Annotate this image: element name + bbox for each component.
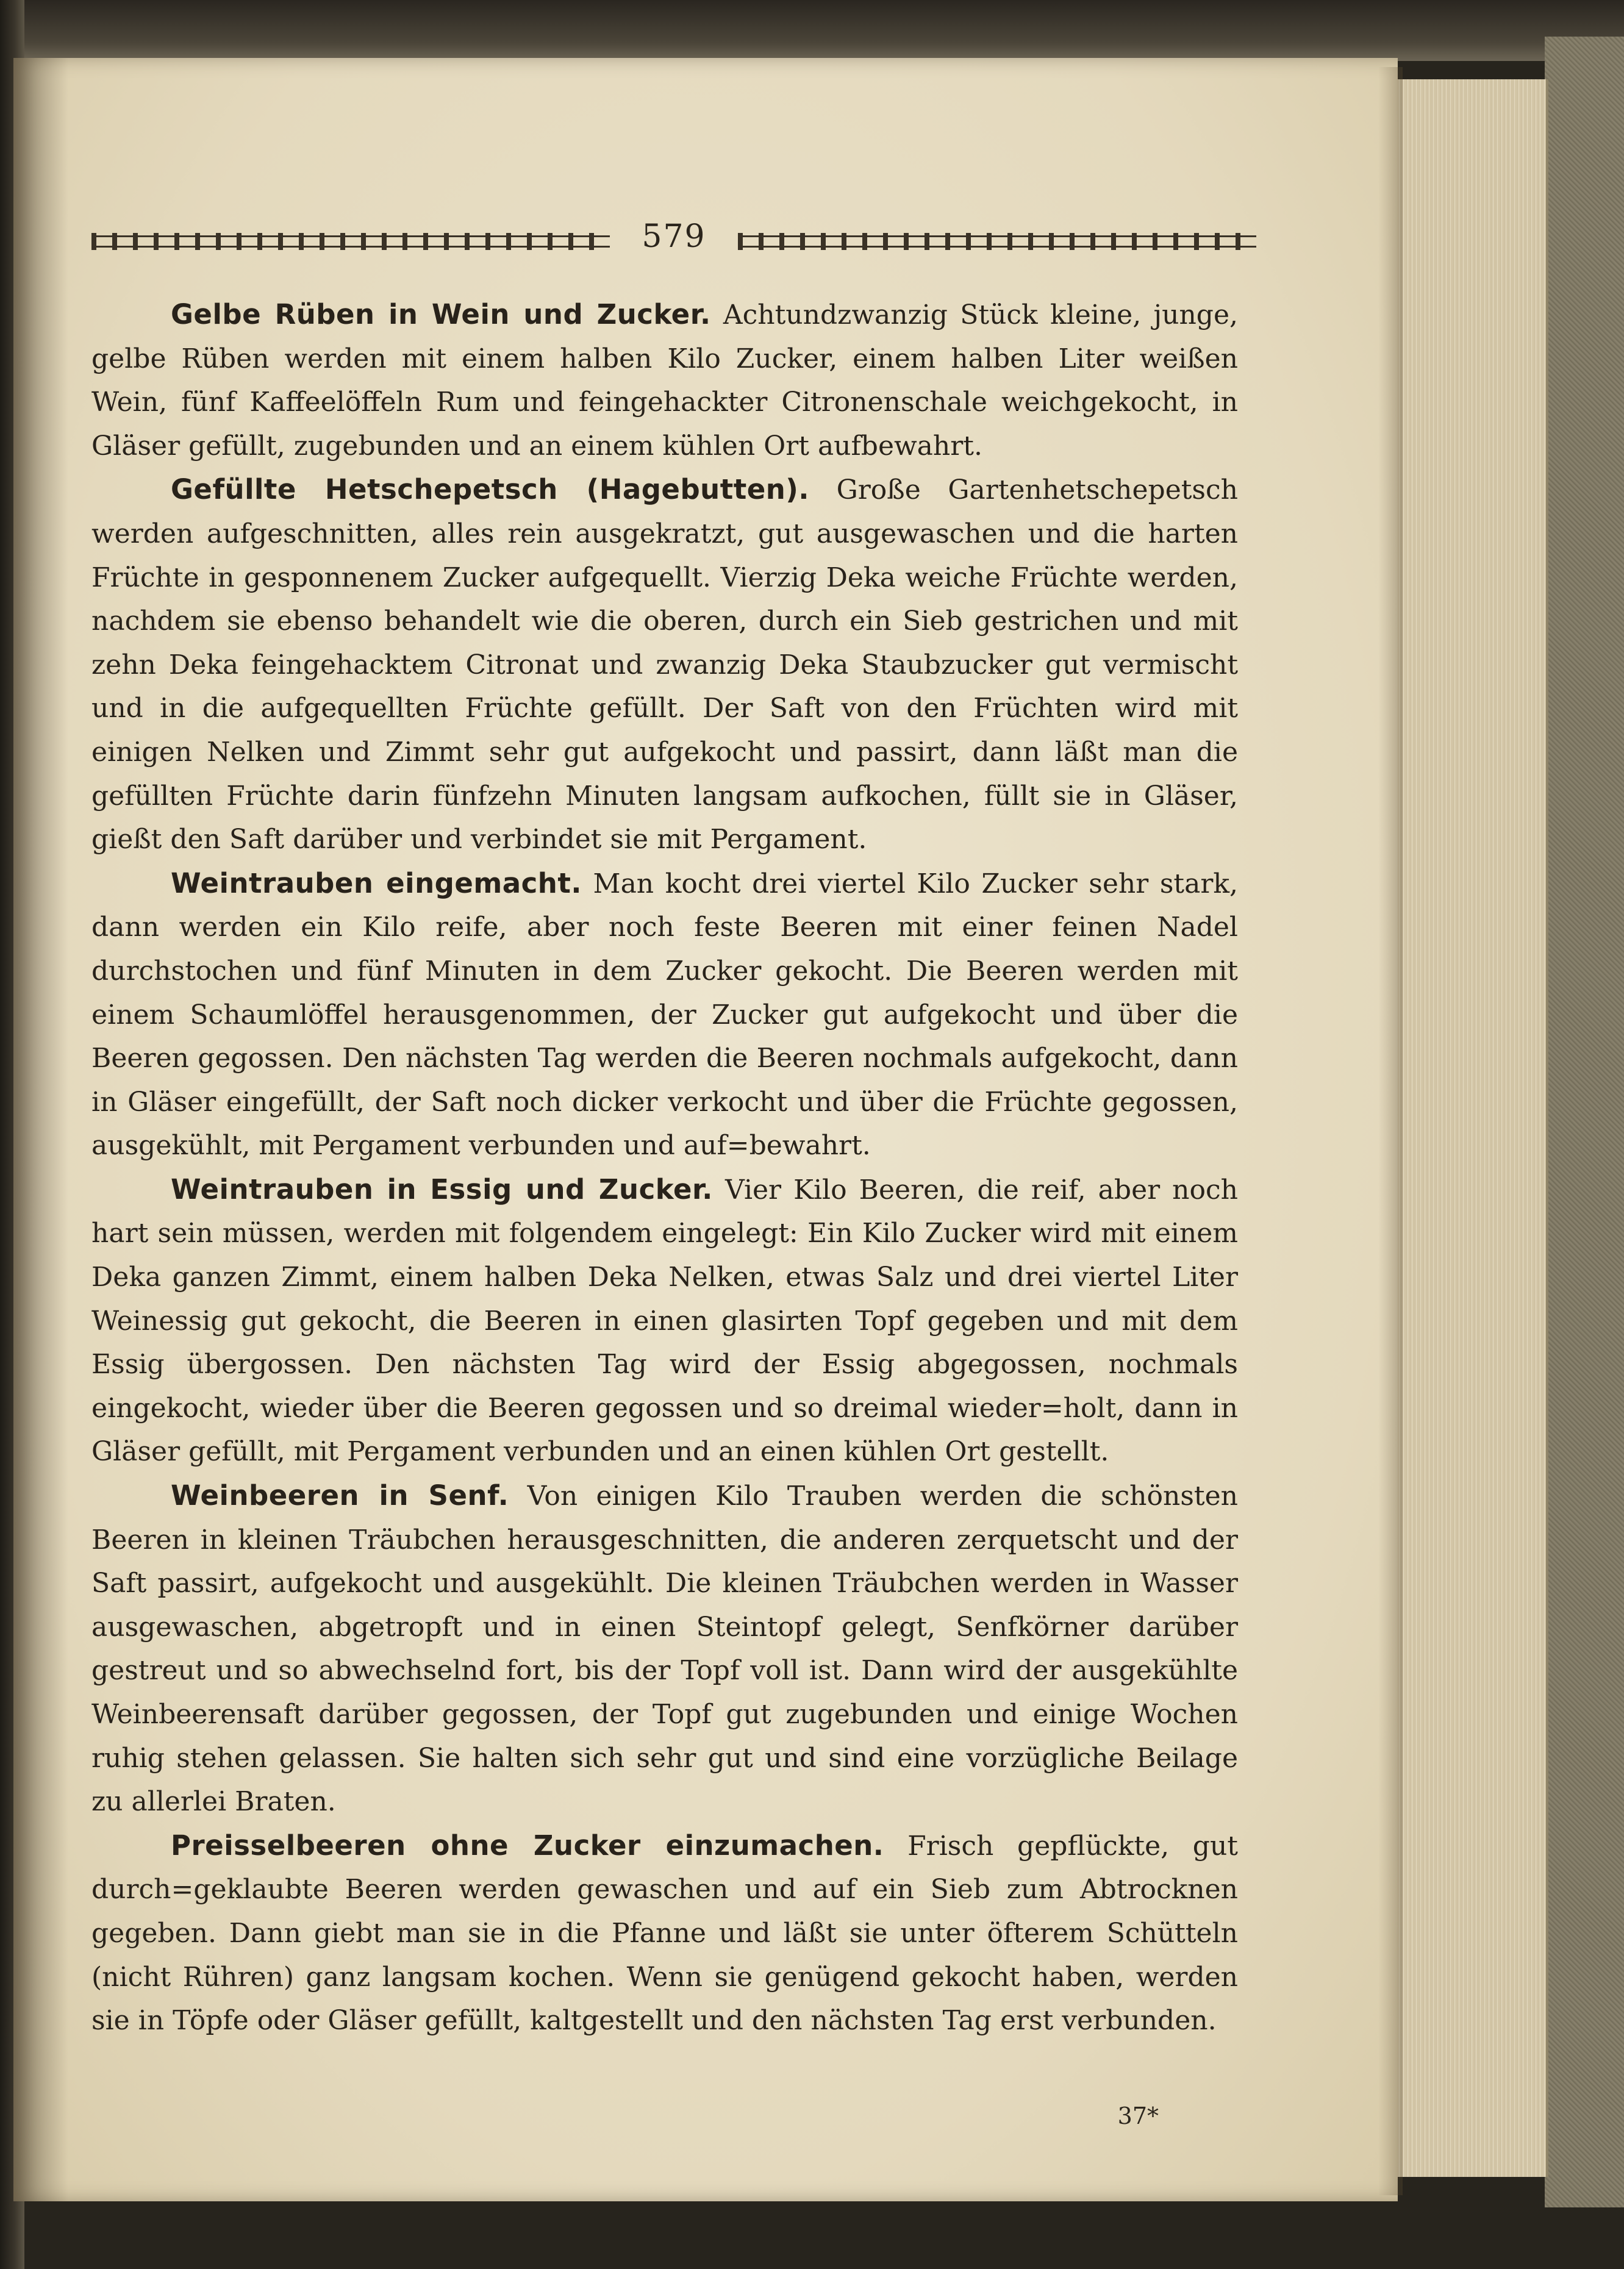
recipe-title: Weinbeeren in Senf. <box>171 1479 509 1512</box>
recipe-paragraph <box>91 293 1238 468</box>
page-stack-edges <box>1397 79 1548 2177</box>
recipe-body: Achtundzwanzig Stück kleine, junge, gelbe Rüben werden mit einem halben Kilo Zucker, einem halben Liter weißen Wein, fünf Kaffeelöffeln Rum und feingehackter Citronenschale weichgekocht, in Gläser gefüllt, zugebunden und an einem kühlen Ort aufbewahrt. <box>91 299 1238 462</box>
recipe-body: Man kocht drei viertel Kilo Zucker sehr stark, dann werden ein Kilo reife, aber noch feste Beeren mit einer feinen Nadel durchstochen und fünf Minuten in dem Zucker gekocht. Die Beeren werden mit einem Schaumlöffel herausgenommen, der Zucker gut aufgekocht und über die Beeren gegossen. Den nächsten Tag werden die Beeren nochmals aufgekocht, dann in Gläser eingefüllt, der Saft noch dicker verkocht und über die Früchte gegossen, ausgekühlt, mit Pergament verbunden und auf=bewahrt. <box>91 868 1239 1162</box>
book-cover-right <box>1545 37 1624 2207</box>
recipe-paragraph <box>91 862 1238 1168</box>
page-gutter-shadow <box>13 58 68 2201</box>
recipe-title: Preisselbeeren ohne Zucker einzumachen. <box>171 1829 884 1862</box>
running-header <box>91 218 1256 261</box>
signature-mark: 37* <box>1117 2103 1159 2129</box>
recipe-body: Von einigen Kilo Trauben werden die schönsten Beeren in kleinen Träubchen herausgeschnitten, die anderen zerquetscht und der Saft passirt, aufgekocht und ausgekühlt. Die kleinen Träubchen werden in Wasser ausgewaschen, abgetropft und in einen Steintopf gelegt, Senfkörner darüber gestreut und so abwechselnd fort, bis der Topf voll ist. Dann wird der ausgekühlte Weinbeerensaft darüber gegossen, der Topf gut zugebunden und einige Wochen ruhig stehen gelassen. Sie halten sich sehr gut und sind eine vorzügliche Beilage zu allerlei Braten. <box>91 1481 1238 1818</box>
recipe-text-block <box>91 293 1238 2043</box>
page-edge-shadow <box>1378 67 1403 2195</box>
recipe-body: Große Gartenhetschepetsch werden aufgeschnitten, alles rein ausgekratzt, gut ausgewaschen und die harten Früchte in gesponnenem Zucker aufgequellt. Vierzig Deka weiche Früchte werden, nachdem sie ebenso behandelt wie die oberen, durch ein Sieb gestrichen und mit zehn Deka feingehacktem Citronat und zwanzig Deka Staubzucker gut vermischt und in die aufgequellten Früchte gefüllt. Der Saft von den Früchten wird mit einigen Nelken und Zimmt sehr gut aufgekocht und passirt, dann läßt man die gefüllten Früchte darin fünfzehn Minuten langsam aufkochen, füllt sie in Gläser, gießt den Saft darüber und verbindet sie mit Pergament. <box>91 474 1238 856</box>
recipe-title: Weintrauben in Essig und Zucker. <box>171 1173 713 1206</box>
header-ornament-right <box>738 233 1256 250</box>
recipe-title: Weintrauben eingemacht. <box>171 867 582 899</box>
recipe-body: Vier Kilo Beeren, die reif, aber noch hart sein müssen, werden mit folgendem eingelegt: Ein Kilo Zucker wird mit einem Deka ganzen Zimmt, einem halben Deka Nelken, etwas Salz und drei viertel Liter Weinessig gut gekocht, die Beeren in einen glasirten Topf gegeben und mit dem Essig übergossen. Den nächsten Tag wird der Essig abgegossen, nochmals eingekocht, wieder über die Beeren gegossen und so dreimal wieder=holt, dann in Gläser gefüllt, mit Pergament verbunden und an einen kühlen Ort gestellt. <box>91 1174 1238 1468</box>
recipe-title: Gelbe Rüben in Wein und Zucker. <box>171 298 711 331</box>
recipe-paragraph <box>91 1824 1238 2043</box>
page-number: 579 <box>642 218 706 255</box>
recipe-paragraph <box>91 1474 1238 1824</box>
header-ornament-left <box>91 233 610 250</box>
recipe-paragraph <box>91 468 1238 861</box>
recipe-paragraph <box>91 1168 1238 1474</box>
book-cover-top <box>0 0 1624 61</box>
recipe-title: Gefüllte Hetschepetsch (Hagebutten). <box>171 473 809 506</box>
recipe-body: Frisch gepflückte, gut durch=geklaubte Beeren werden gewaschen und auf ein Sieb zum Abtrocknen gegeben. Dann giebt man sie in die Pfanne und läßt sie unter öfterem Schütteln (nicht Rühren) ganz langsam kochen. Wenn sie genügend gekocht haben, werden sie in Töpfe oder Gläser gefüllt, kaltgestellt und den nächsten Tag erst verbunden. <box>91 1830 1238 2037</box>
